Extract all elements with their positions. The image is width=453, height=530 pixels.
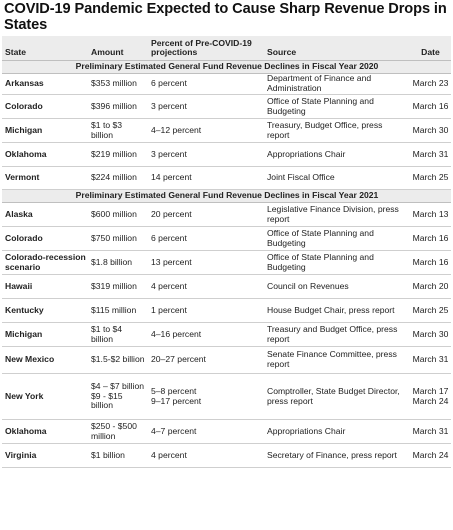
amount-cell: $4 – $7 billion $9 - $15 billion xyxy=(88,374,148,420)
amount-cell: $750 million xyxy=(88,227,148,251)
source-cell: Senate Finance Committee, press report xyxy=(264,347,409,374)
source-cell: Legislative Finance Division, press report xyxy=(264,203,409,227)
source-cell: House Budget Chair, press report xyxy=(264,299,409,323)
amount-cell: $1 to $4 billion xyxy=(88,323,148,347)
column-header-amount: Amount xyxy=(88,36,148,61)
source-cell: Comptroller, State Budget Director, press report xyxy=(264,374,409,420)
table-row xyxy=(2,95,451,119)
table-row xyxy=(2,444,451,468)
table-row xyxy=(2,323,451,347)
source-cell: Office of State Planning and Budgeting xyxy=(264,251,409,275)
section-heading: Preliminary Estimated General Fund Revenue Declines in Fiscal Year 2021 xyxy=(2,190,451,203)
table-row xyxy=(2,143,451,167)
amount-cell: $1.5-$2 billion xyxy=(88,347,148,374)
table-row xyxy=(2,119,451,143)
percent-cell: 4–16 percent xyxy=(148,323,264,347)
percent-cell: 13 percent xyxy=(148,251,264,275)
percent-cell: 1 percent xyxy=(148,299,264,323)
table-row xyxy=(2,347,451,374)
date-cell: March 30 xyxy=(409,323,451,347)
amount-cell: $1.8 billion xyxy=(88,251,148,275)
source-cell: Treasury, Budget Office, press report xyxy=(264,119,409,143)
table-row xyxy=(2,203,451,227)
section-heading-row xyxy=(2,190,451,203)
source-cell: Department of Finance and Administration xyxy=(264,74,409,95)
source-cell: Office of State Planning and Budgeting xyxy=(264,95,409,119)
amount-cell: $600 million xyxy=(88,203,148,227)
date-cell: March 17 March 24 xyxy=(409,374,451,420)
date-cell: March 16 xyxy=(409,251,451,275)
date-cell: March 25 xyxy=(409,167,451,190)
percent-cell: 6 percent xyxy=(148,74,264,95)
column-header-percent: Percent of Pre-COVID-19 projections xyxy=(148,36,264,61)
column-header-state: State xyxy=(2,36,88,61)
table-row xyxy=(2,299,451,323)
table-body xyxy=(2,61,451,468)
date-cell: March 23 xyxy=(409,74,451,95)
source-cell: Joint Fiscal Office xyxy=(264,167,409,190)
source-cell: Appropriations Chair xyxy=(264,143,409,167)
table-row xyxy=(2,227,451,251)
percent-cell: 14 percent xyxy=(148,167,264,190)
state-cell: Alaska xyxy=(2,203,88,227)
column-header-source: Source xyxy=(264,36,409,61)
amount-cell: $353 million xyxy=(88,74,148,95)
state-cell: New York xyxy=(2,374,88,420)
amount-cell: $396 million xyxy=(88,95,148,119)
date-cell: March 31 xyxy=(409,347,451,374)
amount-cell: $224 million xyxy=(88,167,148,190)
percent-cell: 3 percent xyxy=(148,95,264,119)
percent-cell: 20–27 percent xyxy=(148,347,264,374)
amount-cell: $1 billion xyxy=(88,444,148,468)
state-cell: Kentucky xyxy=(2,299,88,323)
percent-cell: 4–7 percent xyxy=(148,420,264,444)
date-cell: March 20 xyxy=(409,275,451,299)
amount-cell: $319 million xyxy=(88,275,148,299)
table-row xyxy=(2,374,451,420)
date-cell: March 24 xyxy=(409,444,451,468)
amount-cell: $250 - $500 million xyxy=(88,420,148,444)
date-cell: March 25 xyxy=(409,299,451,323)
date-cell: March 31 xyxy=(409,420,451,444)
table-row xyxy=(2,251,451,275)
date-cell: March 13 xyxy=(409,203,451,227)
source-cell: Council on Revenues xyxy=(264,275,409,299)
state-cell: Virginia xyxy=(2,444,88,468)
percent-cell: 4–12 percent xyxy=(148,119,264,143)
revenue-table xyxy=(2,36,451,468)
state-cell: Hawaii xyxy=(2,275,88,299)
date-cell: March 16 xyxy=(409,227,451,251)
state-cell: Arkansas xyxy=(2,74,88,95)
source-cell: Secretary of Finance, press report xyxy=(264,444,409,468)
state-cell: Oklahoma xyxy=(2,143,88,167)
percent-cell: 4 percent xyxy=(148,444,264,468)
percent-cell: 6 percent xyxy=(148,227,264,251)
source-cell: Appropriations Chair xyxy=(264,420,409,444)
source-cell: Treasury and Budget Office, press report xyxy=(264,323,409,347)
state-cell: Vermont xyxy=(2,167,88,190)
table-row xyxy=(2,420,451,444)
table-row xyxy=(2,167,451,190)
section-heading: Preliminary Estimated General Fund Revenue Declines in Fiscal Year 2020 xyxy=(2,61,451,74)
amount-cell: $115 million xyxy=(88,299,148,323)
state-cell: Colorado xyxy=(2,227,88,251)
column-header-date: Date xyxy=(409,36,451,61)
amount-cell: $1 to $3 billion xyxy=(88,119,148,143)
source-cell: Office of State Planning and Budgeting xyxy=(264,227,409,251)
table-row xyxy=(2,275,451,299)
page-title: COVID-19 Pandemic Expected to Cause Sharp Revenue Drops in States xyxy=(4,1,447,33)
state-cell: Colorado xyxy=(2,95,88,119)
percent-cell: 4 percent xyxy=(148,275,264,299)
state-cell: Oklahoma xyxy=(2,420,88,444)
date-cell: March 30 xyxy=(409,119,451,143)
table-row xyxy=(2,74,451,95)
state-cell: Michigan xyxy=(2,119,88,143)
percent-cell: 5–8 percent 9–17 percent xyxy=(148,374,264,420)
amount-cell: $219 million xyxy=(88,143,148,167)
table-header xyxy=(2,36,451,61)
date-cell: March 31 xyxy=(409,143,451,167)
state-cell: Colorado-recession scenario xyxy=(2,251,88,275)
percent-cell: 20 percent xyxy=(148,203,264,227)
date-cell: March 16 xyxy=(409,95,451,119)
state-cell: New Mexico xyxy=(2,347,88,374)
section-heading-row xyxy=(2,61,451,74)
state-cell: Michigan xyxy=(2,323,88,347)
percent-cell: 3 percent xyxy=(148,143,264,167)
